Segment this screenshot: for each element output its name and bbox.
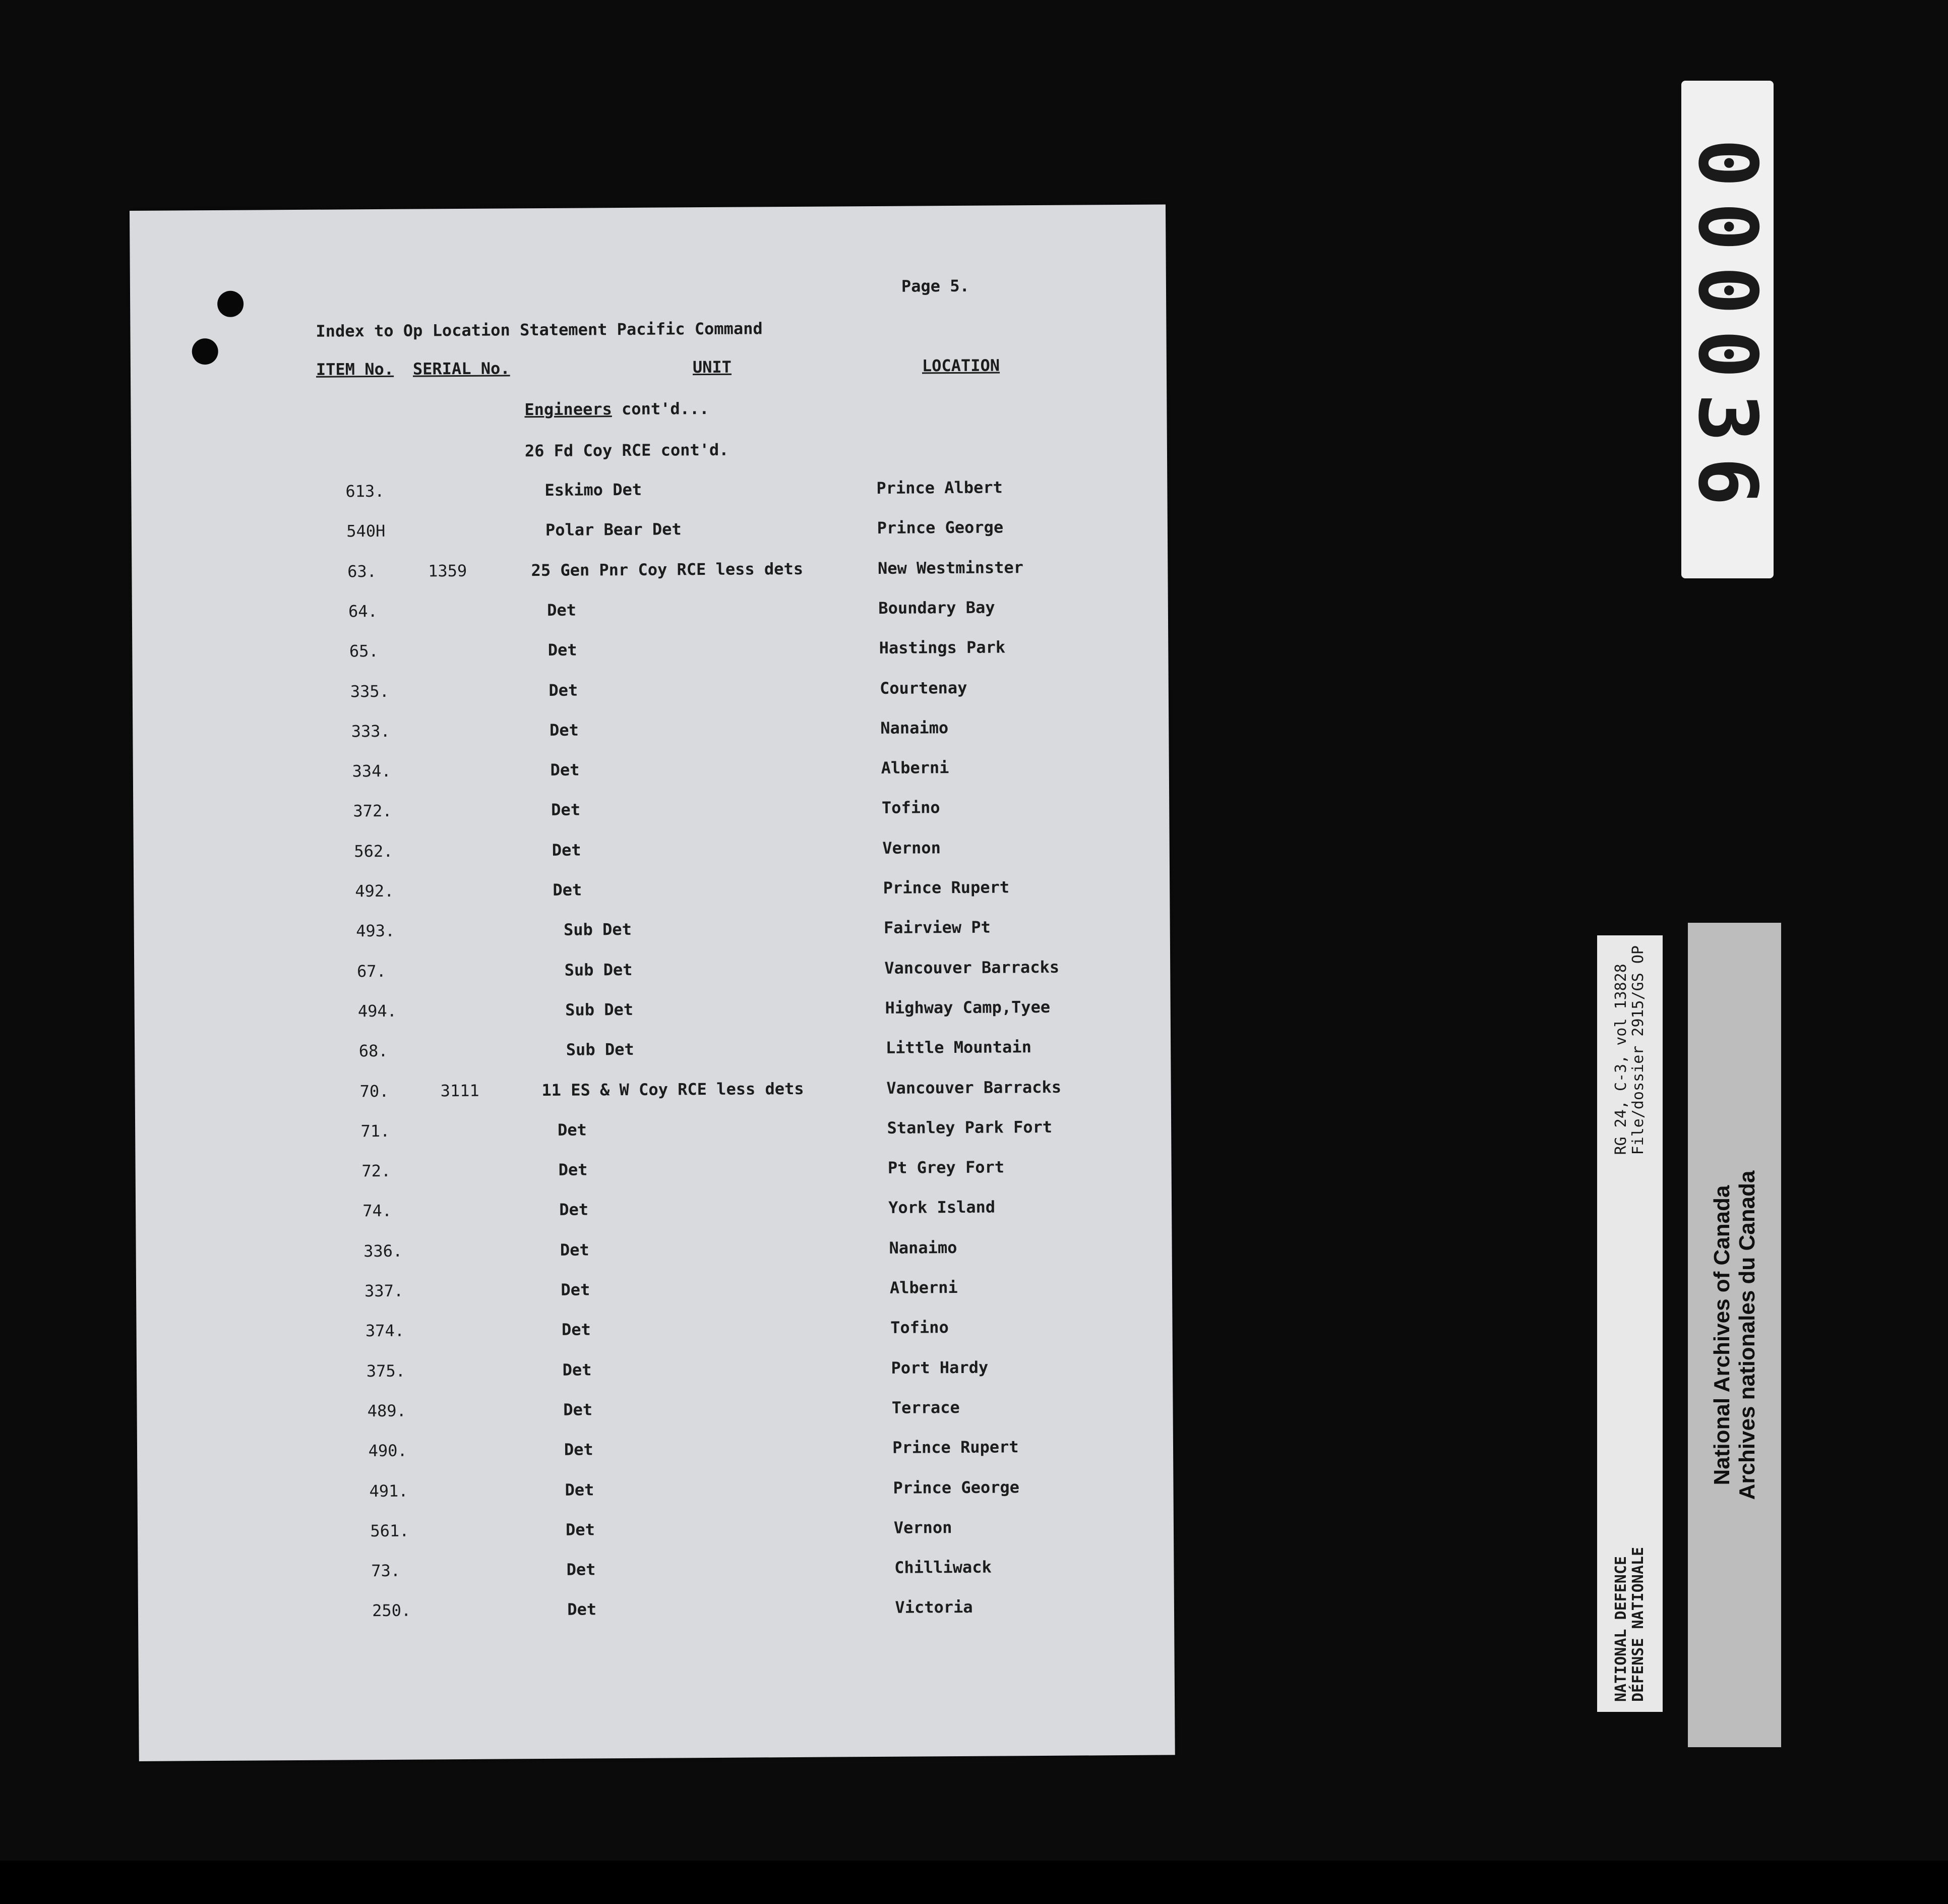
- item-no-cell: 64.: [348, 601, 378, 621]
- table-row: [133, 717, 1169, 753]
- table-row: [134, 837, 1170, 873]
- department-name-en: NATIONAL DEFENCE: [1612, 1556, 1630, 1702]
- unit-cell: Det: [558, 1160, 588, 1179]
- subsection-heading-coy: 26 Fd Coy RCE cont'd.: [524, 440, 729, 461]
- unit-cell: Det: [567, 1599, 597, 1620]
- location-cell: York Island: [888, 1197, 996, 1218]
- unit-cell: Sub Det: [563, 920, 632, 940]
- item-no-cell: 67.: [356, 961, 386, 981]
- unit-cell: Eskimo Det: [544, 480, 642, 500]
- unit-cell: Sub Det: [565, 999, 634, 1020]
- location-cell: Tofino: [881, 798, 940, 818]
- item-no-cell: 74.: [362, 1201, 392, 1221]
- location-cell: Port Hardy: [891, 1357, 989, 1378]
- unit-cell: Det: [550, 760, 580, 780]
- column-header-item-no: ITEM No.: [316, 359, 394, 379]
- page-number: Page 5.: [901, 276, 969, 296]
- location-cell: Little Mountain: [885, 1037, 1032, 1058]
- table-row: [133, 757, 1169, 794]
- location-cell: Pt Grey Fort: [887, 1157, 1005, 1177]
- table-row: [132, 637, 1168, 674]
- table-row: [131, 477, 1167, 513]
- location-cell: Prince Albert: [876, 478, 1003, 498]
- item-no-cell: 337.: [364, 1281, 404, 1301]
- table-row: [132, 517, 1168, 554]
- location-cell: Nanaimo: [889, 1237, 957, 1258]
- table-row: [138, 1596, 1174, 1633]
- item-no-cell: 63.: [347, 561, 377, 581]
- table-row: [137, 1396, 1173, 1433]
- location-cell: Nanaimo: [880, 718, 949, 738]
- location-cell: Terrace: [891, 1397, 960, 1417]
- archive-reference: [1613, 945, 1647, 1155]
- unit-cell: Det: [565, 1520, 595, 1539]
- item-no-cell: 493.: [356, 921, 395, 941]
- national-defence-label-text: [1613, 945, 1647, 1702]
- unit-cell: 25 Gen Pnr Coy RCE less dets: [531, 559, 804, 580]
- location-cell: Prince Rupert: [892, 1437, 1019, 1457]
- column-header-serial-no: SERIAL No.: [412, 359, 510, 379]
- location-cell: Vancouver Barracks: [884, 957, 1060, 978]
- unit-cell: Det: [559, 1200, 589, 1220]
- archives-name-en: National Archives of Canada: [1709, 1185, 1734, 1485]
- item-no-cell: 372.: [353, 801, 392, 821]
- item-no-cell: 374.: [365, 1321, 405, 1341]
- table-row: [137, 1356, 1173, 1393]
- location-cell: Alberni: [889, 1278, 958, 1297]
- table-row: [132, 557, 1168, 593]
- item-no-cell: 333.: [351, 721, 390, 741]
- unit-cell: Det: [553, 880, 582, 900]
- item-no-cell: 65.: [349, 641, 379, 661]
- table-row: [138, 1556, 1174, 1593]
- location-cell: Vernon: [882, 838, 941, 858]
- item-no-cell: 489.: [367, 1401, 406, 1421]
- section-heading-engineers-cont: cont'd...: [612, 398, 709, 419]
- table-row: [136, 1197, 1172, 1233]
- item-no-cell: 72.: [361, 1161, 391, 1181]
- item-no-cell: 562.: [354, 841, 393, 861]
- archives-label-text: [1710, 1170, 1760, 1500]
- unit-cell: Det: [561, 1320, 591, 1340]
- location-cell: Vernon: [893, 1517, 952, 1537]
- location-cell: Chilliwack: [894, 1557, 992, 1577]
- department-name-fr: DÉFENSE NATIONALE: [1629, 1546, 1647, 1702]
- unit-cell: Det: [561, 1280, 590, 1299]
- item-no-cell: 494.: [357, 1001, 397, 1021]
- table-row: [135, 1077, 1171, 1113]
- table-row: [134, 957, 1170, 993]
- archives-name-fr: Archives nationales du Canada: [1734, 1170, 1759, 1500]
- unit-cell: Sub Det: [564, 960, 633, 980]
- unit-cell: Polar Bear Det: [545, 519, 682, 540]
- item-no-cell: 250.: [372, 1601, 411, 1621]
- unit-cell: Det: [560, 1240, 589, 1260]
- table-row: [133, 797, 1169, 834]
- archive-reference-file: File/dossier 2915/GS OP: [1629, 945, 1647, 1155]
- location-cell: Highway Camp,Tyee: [885, 997, 1051, 1018]
- item-no-cell: 613.: [345, 481, 385, 501]
- unit-cell: Det: [547, 640, 577, 660]
- item-no-cell: 540H: [346, 521, 386, 541]
- location-cell: New Westminster: [877, 557, 1024, 578]
- punch-hole: [217, 291, 244, 317]
- location-cell: Alberni: [881, 758, 949, 778]
- item-no-cell: 490.: [368, 1441, 407, 1461]
- item-no-cell: 491.: [369, 1481, 408, 1501]
- location-cell: Prince George: [893, 1477, 1020, 1498]
- item-no-cell: 71.: [360, 1121, 390, 1141]
- table-row: [135, 1116, 1171, 1153]
- section-heading-engineers: [524, 399, 709, 419]
- location-cell: Prince Rupert: [883, 877, 1010, 898]
- reel-number-label: [1681, 81, 1774, 578]
- table-row: [133, 677, 1169, 713]
- unit-cell: Sub Det: [566, 1040, 634, 1059]
- location-cell: Victoria: [895, 1597, 973, 1618]
- unit-cell: Det: [562, 1360, 592, 1380]
- item-no-cell: 73.: [371, 1561, 401, 1581]
- document-sheet: [130, 204, 1175, 1761]
- table-row: [137, 1476, 1173, 1513]
- department-name: [1613, 1547, 1647, 1702]
- item-no-cell: 375.: [366, 1361, 406, 1381]
- document-title: Index to Op Location Statement Pacific Command: [316, 319, 763, 341]
- unit-cell: Det: [547, 600, 577, 620]
- item-no-cell: 561.: [370, 1521, 409, 1540]
- unit-cell: Det: [563, 1400, 593, 1419]
- punch-hole: [192, 338, 218, 365]
- serial-no-cell: 3111: [440, 1081, 479, 1100]
- unit-cell: Det: [565, 1479, 594, 1500]
- unit-cell: Det: [552, 840, 581, 860]
- reel-number: 000036: [1680, 138, 1775, 521]
- column-header-location: LOCATION: [922, 355, 1000, 376]
- column-header-unit: UNIT: [692, 357, 732, 377]
- item-no-cell: 492.: [355, 881, 394, 901]
- table-row: [138, 1516, 1174, 1553]
- item-no-cell: 336.: [363, 1241, 403, 1261]
- table-row: [136, 1157, 1172, 1194]
- film-edge: [0, 1861, 1948, 1904]
- location-cell: Prince George: [877, 517, 1004, 538]
- table-row: [137, 1437, 1173, 1473]
- location-cell: Boundary Bay: [878, 598, 995, 618]
- item-no-cell: 68.: [358, 1041, 388, 1061]
- archive-reference-volume: RG 24, C-3, vol 13828: [1612, 964, 1630, 1155]
- serial-no-cell: 1359: [428, 561, 467, 580]
- table-row: [134, 917, 1170, 954]
- location-cell: Stanley Park Fort: [887, 1117, 1053, 1138]
- location-cell: Courtenay: [879, 678, 967, 698]
- unit-cell: Det: [566, 1560, 596, 1579]
- section-heading-engineers-label: Engineers: [524, 399, 612, 420]
- item-no-cell: 334.: [352, 761, 391, 781]
- unit-cell: Det: [557, 1120, 587, 1140]
- table-row: [135, 996, 1171, 1033]
- unit-cell: Det: [549, 720, 579, 740]
- item-no-cell: 335.: [350, 681, 390, 701]
- unit-cell: 11 ES & W Coy RCE less dets: [541, 1079, 804, 1100]
- table-row: [136, 1236, 1172, 1273]
- unit-cell: Det: [564, 1440, 593, 1459]
- location-cell: Fairview Pt: [883, 917, 991, 938]
- table-row: [136, 1276, 1172, 1313]
- table-row: [134, 876, 1170, 913]
- unit-cell: Det: [551, 800, 581, 820]
- table-row: [132, 597, 1168, 633]
- table-row: [136, 1317, 1172, 1353]
- location-cell: Tofino: [890, 1318, 949, 1338]
- item-no-cell: 70.: [359, 1081, 389, 1101]
- location-cell: Hastings Park: [879, 637, 1006, 658]
- national-defence-label: [1597, 935, 1663, 1712]
- archives-label: [1688, 923, 1781, 1747]
- location-cell: Vancouver Barracks: [886, 1077, 1062, 1098]
- unit-cell: Det: [549, 680, 578, 700]
- table-row: [135, 1037, 1171, 1074]
